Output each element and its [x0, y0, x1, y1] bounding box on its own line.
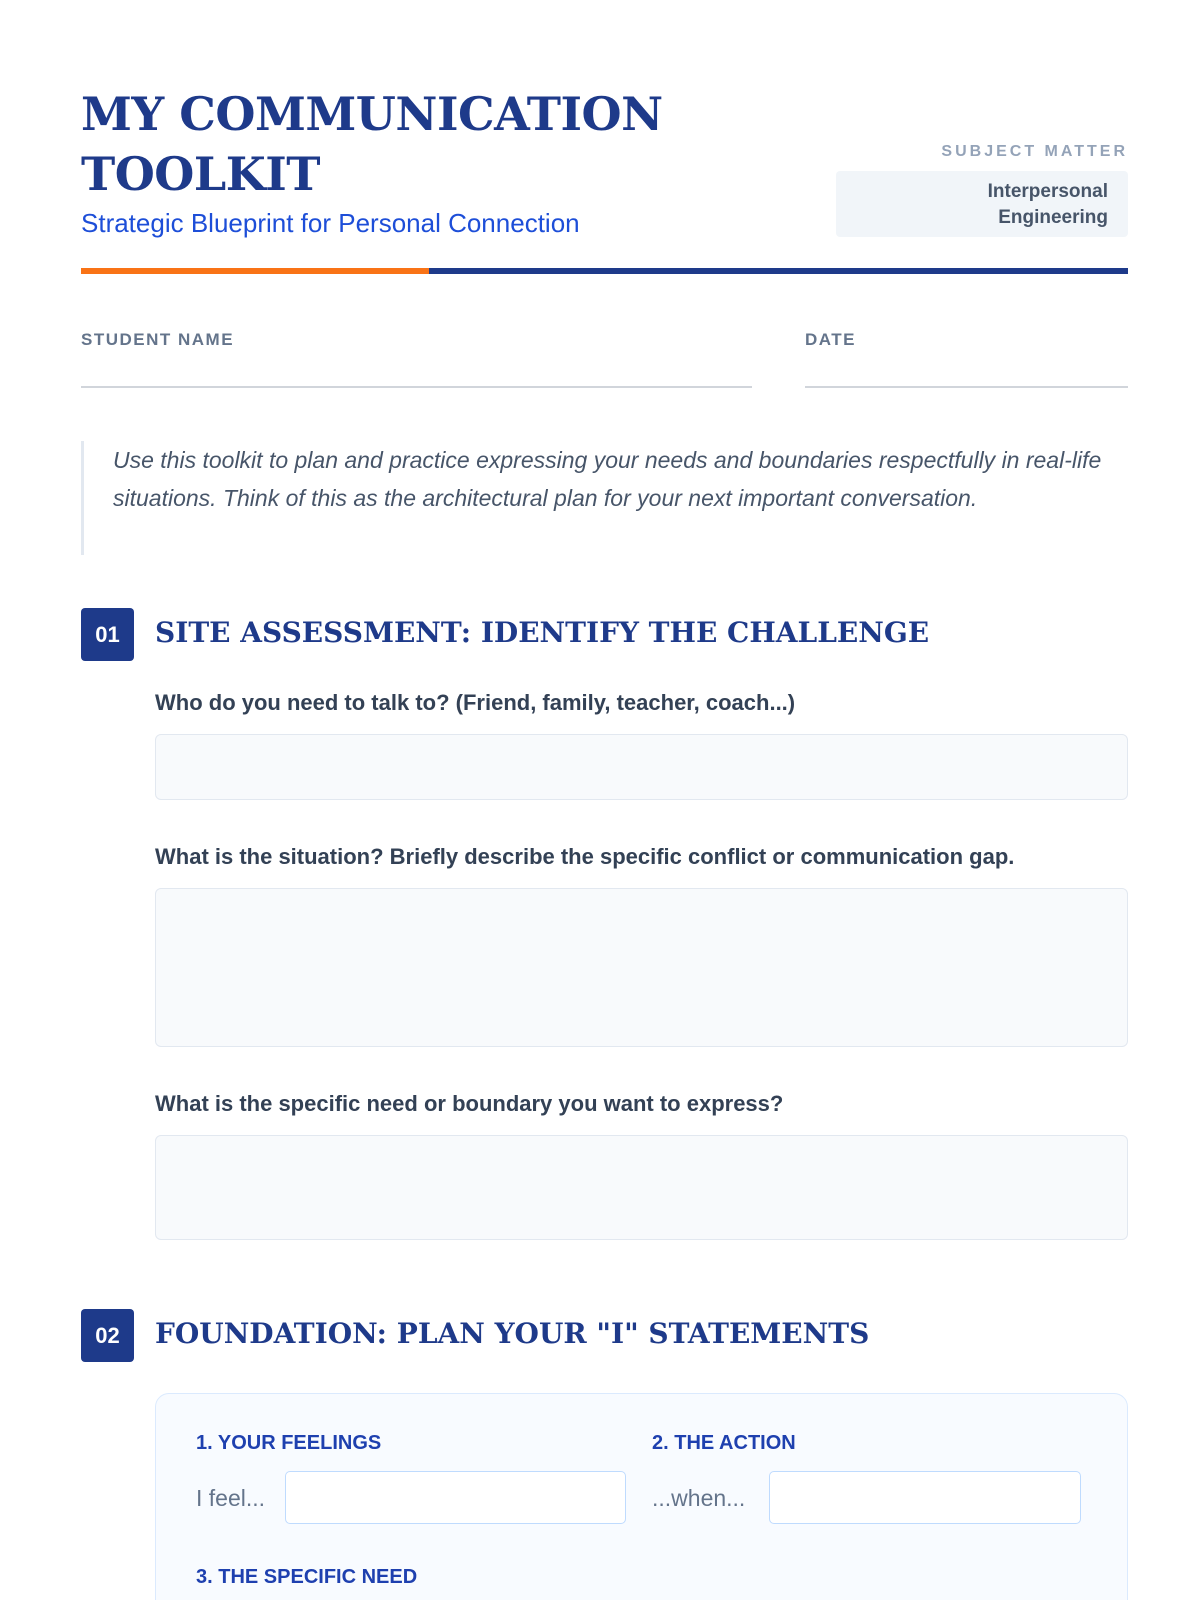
- page-title: [81, 84, 721, 204]
- date-field[interactable]: [805, 330, 1128, 350]
- feelings-label: 1. YOUR FEELINGS: [196, 1432, 382, 1454]
- subject-matter-value-line-1: Interpersonal: [987, 181, 1108, 202]
- subject-matter-value-line-2: Engineering: [998, 207, 1108, 228]
- section-02-badge: 02: [81, 1309, 134, 1362]
- subject-matter: [808, 142, 1128, 162]
- intro-text: Use this toolkit to plan and practice expressing your needs and boundaries respectfully in real-life situations. Think of this as the architectural plan for your next important conversation.: [81, 441, 1128, 555]
- feelings-input[interactable]: [285, 1471, 626, 1524]
- header-divider: [81, 268, 1128, 274]
- page-title-line-1: MY COMMUNICATION: [81, 87, 663, 141]
- action-prefix: ...when...: [652, 1485, 746, 1511]
- action-input[interactable]: [769, 1471, 1081, 1524]
- feelings-prefix: I feel...: [196, 1485, 266, 1511]
- subject-matter-value: [836, 171, 1128, 237]
- question-who-input[interactable]: [155, 734, 1128, 800]
- divider-accent-navy: [429, 268, 1128, 274]
- page-subtitle: Strategic Blueprint for Personal Connection: [81, 208, 580, 238]
- subject-matter-label: SUBJECT MATTER: [941, 143, 1128, 160]
- i-statement-panel: [155, 1393, 1128, 1600]
- section-02-title: FOUNDATION: PLAN YOUR "I" STATEMENTS: [155, 1317, 870, 1350]
- section-01-header: [81, 608, 1128, 662]
- section-01-title: SITE ASSESSMENT: IDENTIFY THE CHALLENGE: [155, 616, 930, 649]
- student-name-label: STUDENT NAME: [81, 330, 235, 349]
- date-label: DATE: [805, 330, 857, 349]
- worksheet-header: [81, 84, 1128, 274]
- action-label: 2. THE ACTION: [652, 1432, 796, 1454]
- specific-need-label: 3. THE SPECIFIC NEED: [196, 1566, 418, 1588]
- worksheet-page: [81, 0, 1128, 1600]
- question-situation-input[interactable]: [155, 888, 1128, 1047]
- student-name-line[interactable]: [81, 386, 752, 388]
- section-01-badge: 01: [81, 608, 134, 661]
- question-situation-label: What is the situation? Briefly describe the specific conflict or communication gap.: [155, 844, 1015, 869]
- question-need-input[interactable]: [155, 1135, 1128, 1240]
- date-line[interactable]: [805, 386, 1128, 388]
- student-name-field[interactable]: [81, 330, 752, 350]
- question-need-label: What is the specific need or boundary you want to express?: [155, 1091, 784, 1116]
- question-who-label: Who do you need to talk to? (Friend, family, teacher, coach...): [155, 690, 796, 715]
- page-title-line-2: TOOLKIT: [81, 147, 320, 201]
- divider-accent-orange: [81, 268, 429, 274]
- section-02-header: [81, 1309, 1128, 1363]
